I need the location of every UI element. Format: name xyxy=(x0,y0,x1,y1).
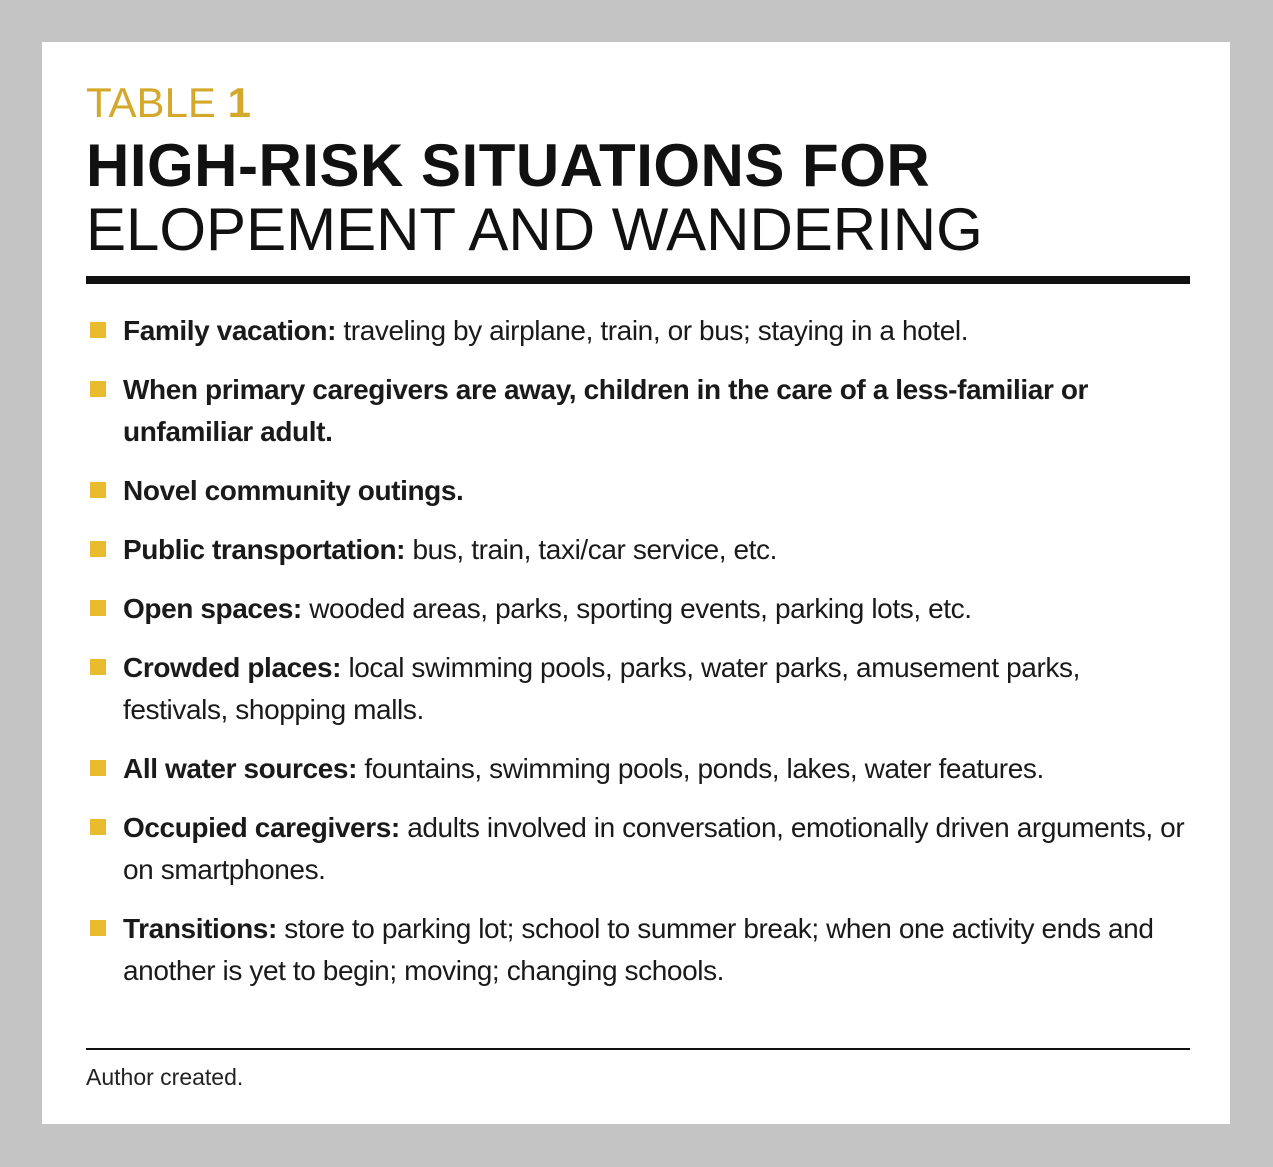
square-bullet-icon xyxy=(90,482,106,498)
item-term: All water sources: xyxy=(123,753,357,784)
table-label-number: 1 xyxy=(227,79,251,126)
item-term: When primary caregivers are away, children in the care of a less-familiar or unfamiliar adult. xyxy=(123,374,1089,447)
square-bullet-icon xyxy=(90,760,106,776)
list-item-water-sources xyxy=(86,748,1190,790)
item-term: Crowded places: xyxy=(123,652,342,683)
table-label xyxy=(86,79,251,126)
item-term: Public transportation: xyxy=(123,534,406,565)
list-item-public-transportation xyxy=(86,529,1190,571)
situation-list xyxy=(86,310,1190,1009)
item-term: Family vacation: xyxy=(123,315,337,346)
source-note: Author created. xyxy=(86,1064,244,1090)
item-term: Novel community outings. xyxy=(123,475,464,506)
square-bullet-icon xyxy=(90,659,106,675)
item-text: adults involved in conversation, emotionally driven arguments, or on smartphones. xyxy=(123,812,1185,885)
title-line-1: HIGH-RISK SITUATIONS FOR xyxy=(86,132,931,199)
footer-divider xyxy=(86,1048,1190,1050)
item-text: store to parking lot; school to summer break; when one activity ends and another is yet to begin; moving; changing schools. xyxy=(123,913,1154,986)
table-label-word: TABLE xyxy=(86,79,216,126)
item-text: local swimming pools, parks, water parks, amusement parks, festivals, shopping malls. xyxy=(123,652,1080,725)
square-bullet-icon xyxy=(90,819,106,835)
list-item-novel-outings xyxy=(86,470,1190,512)
item-text: bus, train, taxi/car service, etc. xyxy=(405,534,778,565)
list-item-crowded-places xyxy=(86,647,1190,731)
square-bullet-icon xyxy=(90,381,106,397)
square-bullet-icon xyxy=(90,600,106,616)
square-bullet-icon xyxy=(90,322,106,338)
title-divider xyxy=(86,276,1190,284)
square-bullet-icon xyxy=(90,920,106,936)
item-term: Occupied caregivers: xyxy=(123,812,400,843)
item-text: wooded areas, parks, sporting events, parking lots, etc. xyxy=(301,593,972,624)
item-term: Transitions: xyxy=(123,913,277,944)
list-item-open-spaces xyxy=(86,588,1190,630)
list-item-transitions xyxy=(86,908,1190,992)
item-term: Open spaces: xyxy=(123,593,302,624)
table-panel xyxy=(42,42,1230,1124)
list-item-occupied-caregivers xyxy=(86,807,1190,891)
title-line-2: ELOPEMENT AND WANDERING xyxy=(86,196,983,263)
square-bullet-icon xyxy=(90,541,106,557)
item-text: fountains, swimming pools, ponds, lakes, water features. xyxy=(357,753,1044,784)
item-text: traveling by airplane, train, or bus; staying in a hotel. xyxy=(336,315,969,346)
list-item-caregivers-away xyxy=(86,369,1190,453)
list-item-family-vacation xyxy=(86,310,1190,352)
